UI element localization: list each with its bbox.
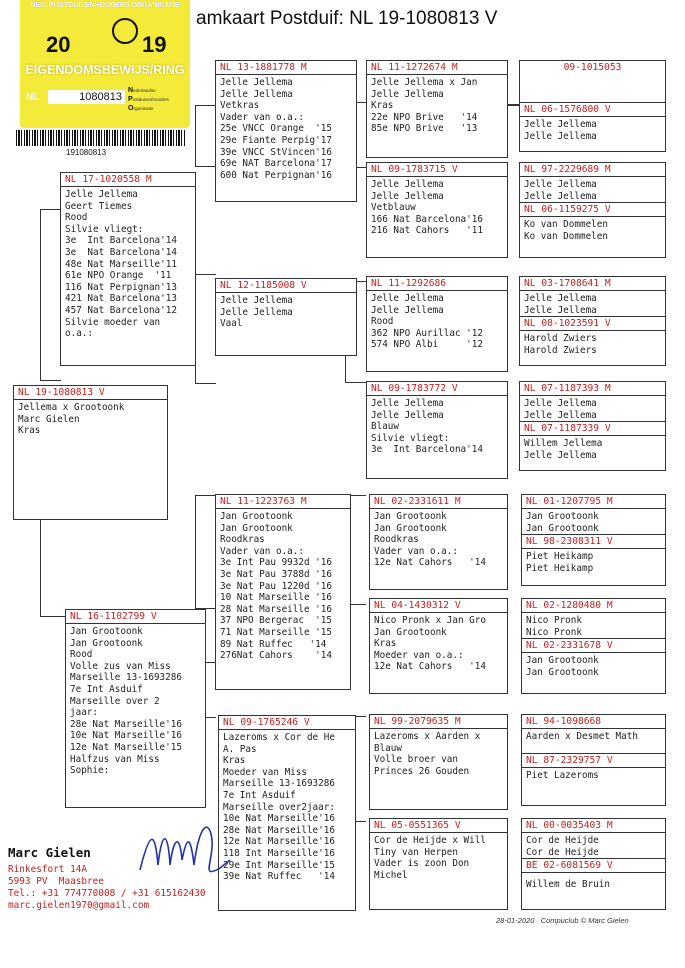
pigeon-line: 3e Nat Barcelona'14 — [65, 246, 177, 258]
connector-p1-sire — [195, 105, 216, 167]
pigeon-line: 28 Nat Marseille '16 — [220, 603, 332, 615]
pigeon-line: 7e Int Asduif — [70, 683, 143, 695]
pigeon-line: Jelle Jellema — [371, 293, 444, 304]
pigeon-line: Jan Grootoonk — [526, 666, 599, 678]
ring-number: NL 06-1159275 V — [520, 203, 665, 217]
pigeon-line: 116 Nat Perpignan'13 — [65, 281, 177, 293]
ggg-pair-8-card — [521, 818, 666, 910]
great-grandparent-7-card — [369, 714, 508, 810]
owner-email: marc.gielen1970@gmail.com — [8, 900, 150, 911]
stamp-year-right: 19 — [142, 32, 167, 57]
pigeon-line: Volle zus van Miss — [70, 660, 171, 672]
pigeon-line: 89 Nat Ruffec '14 — [220, 638, 327, 650]
pigeon-line: A. Pas — [223, 743, 257, 755]
pigeon-line: Silvie moeder van — [65, 316, 161, 328]
pigeon-line: 85e NPO Brive '13 — [371, 123, 478, 135]
pigeon-line: 22e NPO Brive '14 — [371, 111, 478, 123]
pigeon-line: Vader van o.a.: — [220, 545, 304, 557]
pigeon-line: Jan Grootoonk — [374, 522, 447, 534]
pigeon-line: Harold Zwiers — [524, 333, 597, 345]
ring-number: BE 02-6081569 V — [522, 859, 665, 873]
owner-block — [8, 845, 206, 912]
pigeon-line: Jelle Jellema — [220, 295, 293, 306]
pigeon-line: 216 Nat Cahors '11 — [371, 225, 483, 237]
ring-number: NL 02-1280480 M — [522, 599, 665, 613]
pigeon-line: 12e Nat Cahors '14 — [374, 661, 486, 673]
pigeon-line: 600 Nat Perpignan'16 — [220, 169, 332, 181]
pigeon-line: 3e Nat Pau 3788d '16 — [220, 568, 332, 580]
pigeon-line: Kras — [374, 638, 397, 650]
ring-number: NL 09-1783715 V — [367, 163, 507, 177]
pigeon-line: Tiny van Herpen — [374, 846, 458, 858]
stamp-country: NL — [26, 92, 40, 103]
pigeon-line: Roodkras — [220, 534, 265, 546]
ring-number: NL 19-1080813 V — [14, 386, 167, 400]
ring-number: NL 11-1292686 — [367, 277, 507, 291]
ring-number: NL 07-1187393 M — [520, 382, 665, 396]
pigeon-line: Jan Grootoonk — [526, 655, 599, 667]
ring-number: NL 09-1783772 V — [367, 382, 507, 396]
stamp-ring-text: EIGENDOMSBEWIJS/RING — [25, 63, 185, 77]
ggg-pair-4-card — [519, 381, 666, 471]
pigeon-line: Jelle Jellema — [371, 304, 444, 316]
great-grandparent-1-card — [366, 60, 508, 158]
pigeon-line: Jan Grootoonk — [374, 626, 447, 638]
ring-certificate-tag — [20, 0, 190, 128]
ggg-pair-3-card — [519, 276, 666, 366]
ring-number: NL 17-1020558 M — [61, 173, 195, 187]
pigeon-line: 69e NAT Barcelona'17 — [220, 158, 332, 170]
great-grandparent-8-card — [369, 818, 508, 910]
pigeon-line: Cor de Heijde — [526, 846, 599, 858]
pigeon-line: Jelle Jellema — [524, 398, 597, 409]
pigeon-line: 421 Nat Barcelona'13 — [65, 293, 177, 305]
ring-certificate-stamp — [6, 0, 192, 160]
great-grandparent-6-card — [369, 598, 508, 694]
great-grandparent-5-card — [369, 494, 508, 590]
pigeon-line: Jelle Jellema — [524, 119, 597, 130]
pigeon-line: Piet Heikamp — [526, 551, 594, 563]
ring-number: NL 16-1102799 V — [66, 610, 205, 624]
ring-number: NL 11-1272674 M — [367, 61, 507, 75]
pigeon-line: 39e Nat Ruffec '14 — [223, 871, 335, 883]
ring-number: NL 06-1576800 V — [520, 103, 665, 117]
ring-number: NL 13-1881778 M — [216, 61, 356, 75]
ring-number: NL 00-0035403 M — [522, 819, 665, 833]
pigeon-line: 3e Int Barcelona'14 — [371, 444, 483, 456]
pigeon-line: Jelle Jellema — [220, 88, 293, 100]
pigeon-line: Vader is zoon Don — [374, 858, 470, 870]
great-grandparent-2-card — [366, 162, 508, 258]
pigeon-line: Rood — [70, 649, 93, 661]
pigeon-line: Sophie: — [70, 765, 110, 777]
pigeon-line: Jelle Jellema — [524, 179, 597, 190]
pigeon-line: Ko van Dommelen — [524, 230, 608, 242]
ring-number: NL 02-2331611 M — [370, 495, 507, 509]
pigeon-line: Silvie vliegt: — [371, 432, 450, 444]
ring-number: NL 03-1708641 M — [520, 277, 665, 291]
pigeon-line: Vetkras — [220, 100, 260, 112]
pedigree-title: amkaart Postduif: NL 19-1080813 V — [196, 8, 498, 29]
pigeon-line: Jan Grootoonk — [70, 626, 143, 637]
pigeon-line: Princes 26 Gouden — [374, 765, 470, 777]
pigeon-line: 28e Nat Marseille'16 — [70, 718, 182, 730]
pigeon-line: Jelle Jellema x Jan — [371, 77, 478, 88]
pigeon-line: Jan Grootoonk — [220, 522, 293, 534]
pigeon-line: Kras — [223, 755, 246, 767]
pigeon-line: Vader van o.a.: — [374, 545, 458, 557]
pigeon-line: Piet Lazeroms — [526, 769, 599, 781]
pigeon-line: Jelle Jellema — [524, 409, 597, 421]
ring-number: NL 07-1187339 V — [520, 422, 665, 436]
pigeon-line: Nico Pronk — [526, 615, 582, 626]
pigeon-line: o.a.: — [65, 328, 93, 340]
pigeon-line: Marc Gielen — [18, 413, 80, 425]
pigeon-line: Volle broer van — [374, 754, 458, 766]
pigeon-line: Jelle Jellema — [371, 88, 444, 100]
pigeon-line: 12e Nat Cahors '14 — [374, 557, 486, 569]
owner-name: Marc Gielen — [8, 845, 91, 860]
ring-number: NL 05-0551365 V — [370, 819, 507, 833]
pigeon-line: Jelle Jellema — [371, 409, 444, 421]
ring-number: NL 02-2331678 V — [522, 639, 665, 653]
pigeon-line: Jelle Jellema — [524, 449, 597, 461]
pigeon-line: 71 Nat Marseille '15 — [220, 626, 332, 638]
pigeon-line: 12e Nat Marseille'16 — [223, 836, 335, 848]
pigeon-line: Geert Tiemes — [65, 200, 133, 212]
ggg-pair-6-card — [521, 598, 666, 694]
pigeon-line: 61e NPO Orange '11 — [65, 270, 172, 282]
sire-card — [60, 172, 196, 366]
pigeon-line: Piet Heikamp — [526, 562, 594, 574]
pigeon-line: 457 Nat Barcelona'12 — [65, 304, 177, 316]
connector-p1-dam — [195, 274, 216, 384]
pigeon-line: 10e Nat Marseille'16 — [223, 813, 335, 825]
pigeon-line: Jellema x Grootoonk — [18, 402, 125, 413]
pigeon-line: jaar: — [70, 707, 98, 719]
pigeon-line: Marseille 13-1693286 — [70, 672, 182, 684]
grandsire-1-card — [215, 60, 357, 202]
main-pigeon-card — [13, 385, 168, 520]
stamp-year-left: 20 — [46, 32, 71, 57]
pigeon-line: 276Nat Cahors '14 — [220, 650, 332, 662]
pigeon-line: Jan Grootoonk — [526, 511, 599, 522]
ring-number: NL 01-1207795 M — [522, 495, 665, 509]
pigeon-line: 29e Int Marseille'15 — [223, 859, 335, 871]
pigeon-line: Rood — [371, 316, 394, 328]
pigeon-line: Jelle Jellema — [371, 190, 444, 202]
pigeon-line: 25e VNCC Orange '15 — [220, 123, 332, 135]
pigeon-line: Rood — [65, 212, 88, 224]
ggg-pair-1-card — [519, 60, 666, 152]
pigeon-line: Blauw — [371, 421, 399, 433]
stamp-org-legend: Nederlandse Postduivenhouders Organisatie — [128, 87, 169, 112]
pigeon-line: 3e Int Pau 9932d '16 — [220, 557, 332, 569]
stamp-ring-number: 1080813 — [48, 90, 125, 104]
dam-card — [65, 609, 206, 808]
pigeon-line: Jan Grootoonk — [374, 511, 447, 522]
pigeon-line: 12e Nat Marseille'15 — [70, 741, 182, 753]
barcode-number: 191080813 — [66, 148, 107, 157]
connector-p2-sire — [195, 495, 216, 609]
pigeon-line: 574 NPO Albi '12 — [371, 339, 483, 351]
pigeon-line: Kras — [371, 100, 394, 112]
footer-credit: 28-01-2020 Compuclub © Marc Gielen — [496, 916, 629, 925]
pigeon-line: Willem de Bruin — [526, 879, 610, 891]
pigeon-line: Moeder van Miss — [223, 766, 307, 778]
pigeon-line: 118 Int Marseille'16 — [223, 847, 335, 859]
great-grandparent-3-card — [366, 276, 508, 372]
pigeon-line: 48e Nat Marseille'11 — [65, 258, 177, 270]
ring-number: NL 97-2229689 M — [520, 163, 665, 177]
pigeon-line: Jelle Jellema — [371, 398, 444, 409]
pigeon-line: 39e VNCC StVincen'16 — [220, 146, 332, 158]
pigeon-line: Cor de Heijde x Will — [374, 835, 486, 846]
pigeon-line: Jelle Jellema — [371, 179, 444, 190]
pigeon-line: Willem Jellema — [524, 438, 603, 450]
owner-city: 5993 PV Maasbree — [8, 876, 104, 887]
pigeon-line: Silvie vliegt: — [65, 223, 144, 235]
pigeon-line: Nico Pronk x Jan Gro — [374, 615, 486, 626]
pigeon-line: 10 Nat Marseille '16 — [220, 592, 332, 604]
pigeon-line: 362 NPO Aurillac '12 — [371, 327, 483, 339]
pigeon-line: Michel — [374, 869, 408, 881]
ring-number: NL 12-1185008 V — [216, 279, 356, 293]
pigeon-line: Harold Zwiers — [524, 344, 597, 356]
grandsire-2-card — [215, 494, 351, 690]
pigeon-line: Blauw — [374, 742, 402, 754]
pigeon-line: 3e Int Barcelona'14 — [65, 235, 177, 247]
pigeon-line: 28e Nat Marseille'16 — [223, 824, 335, 836]
pigeon-line: 10e Nat Marseille'16 — [70, 730, 182, 742]
connector-main-sire — [40, 209, 61, 381]
pigeon-line: Vetblauw — [371, 202, 416, 214]
pigeon-line: Jan Grootoonk — [220, 511, 293, 522]
ggg-pair-7-card — [521, 714, 666, 806]
ring-number: 09-1015053 — [563, 62, 622, 73]
pigeon-line: Jan Grootoonk — [526, 522, 599, 534]
pigeon-line: Jelle Jellema — [524, 293, 597, 304]
pigeon-line: 166 Nat Barcelona'16 — [371, 213, 483, 225]
pigeon-line: Jelle Jellema — [524, 130, 597, 142]
pigeon-line: Marseille over2jaar: — [223, 801, 335, 813]
stamp-organisation-text: NED. POSTDUIVENHOUDERS ORGANISATIE — [30, 2, 180, 9]
pigeon-line: Vader van o.a.: — [220, 111, 304, 123]
pigeon-line: Kras — [18, 425, 41, 437]
pigeon-line: Ko van Dommelen — [524, 219, 608, 231]
ring-number: NL 04-1430312 V — [370, 599, 507, 613]
pigeon-line: Lazeroms x Aarden x — [374, 731, 481, 742]
ring-number: NL 99-2079635 M — [370, 715, 507, 729]
pigeon-line: Jelle Jellema — [220, 306, 293, 318]
ring-number: NL 09-1765246 V — [219, 716, 355, 730]
ring-number: NL 87-2329757 V — [522, 754, 665, 768]
pigeon-line: Roodkras — [374, 534, 419, 546]
great-grandparent-4-card — [366, 381, 508, 479]
npo-logo-icon — [112, 18, 138, 44]
ring-number: NL 11-1223763 M — [216, 495, 350, 509]
ggg-pair-5-card — [521, 494, 666, 586]
ring-number: NL 08-1023591 V — [520, 317, 665, 331]
pigeon-line: Lazeroms x Cor de He — [223, 732, 335, 743]
pigeon-line: Cor de Heijde — [526, 835, 599, 846]
barcode — [16, 130, 186, 146]
pigeon-line: Marseille 13-1693286 — [223, 778, 335, 790]
pigeon-line: Jelle Jellema — [524, 304, 597, 316]
pigeon-line: Jan Grootoonk — [70, 637, 143, 649]
ggg-pair-2-card — [519, 162, 666, 258]
ring-number: NL 94-1098668 — [522, 715, 665, 729]
ring-number: NL 98-2308311 V — [522, 535, 665, 549]
pigeon-line: Marseille over 2 — [70, 695, 160, 707]
pigeon-line: 37 NPO Bergerac '15 — [220, 615, 332, 627]
pigeon-line: Jelle Jellema — [220, 77, 293, 88]
owner-phone: Tel.: +31 774770008 / +31 615162430 — [8, 888, 206, 899]
pigeon-line: Nico Pronk — [526, 626, 582, 638]
pigeon-line: Jelle Jellema — [65, 189, 138, 200]
pigeon-line: Jelle Jellema — [524, 190, 597, 202]
granddam-1-card — [215, 278, 357, 356]
pigeon-line: Vaal — [220, 318, 243, 330]
owner-address: Rinkesfort 14A — [8, 864, 88, 875]
pigeon-line: Halfzus van Miss — [70, 753, 160, 765]
pigeon-line: 7e Int Asduif — [223, 789, 296, 801]
pigeon-line: Aarden x Desmet Math — [526, 731, 638, 742]
pigeon-line: 3e Nat Pau 1220d '16 — [220, 580, 332, 592]
pigeon-line: 29e Fiante Perpig'17 — [220, 134, 332, 146]
pigeon-line: Moeder van o.a.: — [374, 649, 464, 661]
